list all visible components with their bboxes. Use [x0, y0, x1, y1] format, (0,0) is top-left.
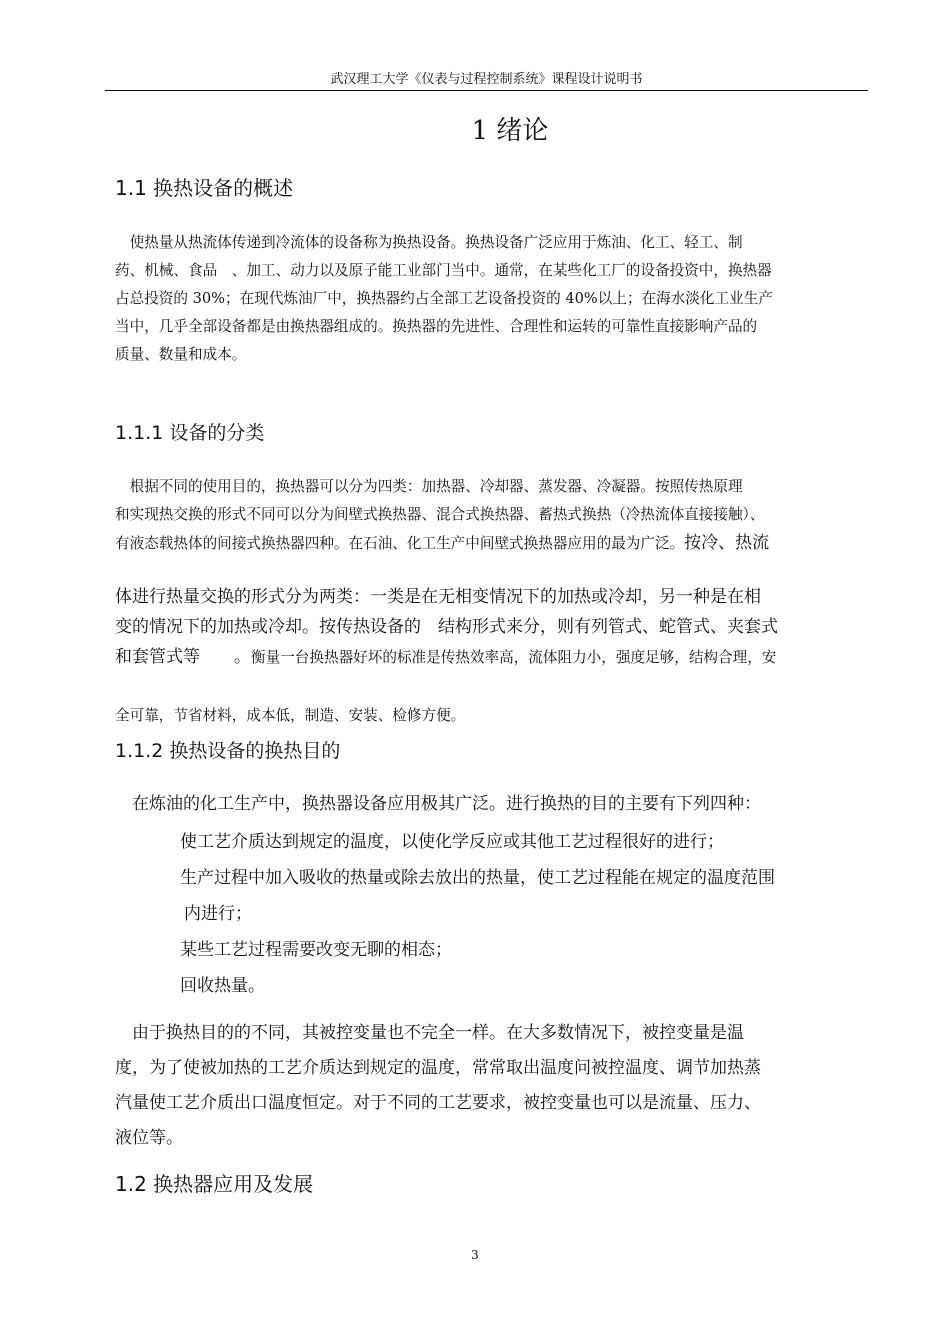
text-line: 液位等。 [115, 1128, 183, 1148]
text-line: 使热量从热流体传递到冷流体的设备称为换热设备。换热设备广泛应用于炼油、化工、轻工、制 [115, 234, 743, 251]
section-1-1-heading: 1.1 换热设备的概述 [115, 176, 294, 200]
section-1-1-1-heading: 1.1.1 设备的分类 [115, 422, 265, 444]
section-1-1-paragraph [115, 229, 861, 369]
text-line: 根据不同的使用目的，换热器可以分为四类：加热器、冷却器、蒸发器、冷凝器。按照传热原理 [115, 478, 743, 495]
section-1-1-2-heading: 1.1.2 换热设备的换热目的 [115, 740, 341, 762]
section-1-1-1-paragraph-b [115, 582, 861, 673]
text-line: 由于换热目的的不同，其被控变量也不完全一样。在大多数情况下，被控变量是温 [115, 1023, 744, 1043]
section-1-1-2-intro: 在炼油的化工生产中，换热器设备应用极其广泛。进行换热的目的主要有下列四种： [115, 794, 761, 814]
text-line: 汽量使工艺介质出口温度恒定。对于不同的工艺要求，被控变量也可以是流量、压力、 [115, 1093, 761, 1113]
text-line: 和套管式等 。衡量一台换热器好坏的标准是传热效率高，流体阻力小，强度足够，结构合理，安 [115, 647, 777, 667]
text-line: 和实现热交换的形式不同可以分为间壁式换热器、混合式换热器、蓄热式换热（冷热流体直接接触）、 [115, 506, 765, 523]
section-1-1-1-paragraph-a [115, 473, 861, 558]
list-item: 某些工艺过程需要改变无聊的相态； [180, 940, 452, 960]
section-1-2-heading: 1.2 换热器应用及发展 [115, 1172, 314, 1196]
running-header: 武汉理工大学《仪表与过程控制系统》课程设计说明书 [105, 74, 868, 91]
text-line: 体进行热量交换的形式分为两类：一类是在无相变情况下的加热或冷却，另一种是在相 [115, 587, 761, 607]
text-line: 占总投资的 30%；在现代炼油厂中，换热器约占全部工艺设备投资的 40%以上；在海水淡化工业生产 [115, 290, 773, 307]
section-1-1-1-paragraph-c [115, 702, 861, 730]
text-line: 度，为了使被加热的工艺介质达到规定的温度，常常取出温度问被控温度、调节加热蒸 [115, 1058, 761, 1078]
text-line: 药、机械、食品 、加工、动力以及原子能工业部门当中。通常，在某些化工厂的设备投资中，换热器 [115, 262, 772, 279]
text-line: 全可靠，节省材料，成本低，制造、安装、检修方便。 [115, 707, 466, 724]
text-line: 质量、数量和成本。 [115, 346, 247, 363]
text-line: 有液态载热体的间接式换热器四种。在石油、化工生产中间壁式换热器应用的最为广泛。按冷、热流 [115, 533, 770, 553]
list-item-continuation: 内进行； [184, 904, 252, 924]
text-line: 当中，几乎全部设备都是由换热器组成的。换热器的先进性、合理性和运转的可靠性直接影响产品的 [115, 318, 758, 335]
purpose-list [180, 824, 860, 1004]
chapter-title: 1 绪论 [471, 116, 549, 146]
list-item: 回收热量。 [180, 976, 265, 996]
text-line: 变的情况下的加热或冷却。按传热设备的 结构形式来分，则有列管式、蛇管式、夹套式 [115, 617, 778, 637]
page-number: 3 [471, 1248, 479, 1262]
section-1-1-2-closing [115, 1016, 861, 1156]
list-item: 使工艺介质达到规定的温度，以使化学反应或其他工艺过程很好的进行； [180, 832, 724, 852]
list-item: 生产过程中加入吸收的热量或除去放出的热量，使工艺过程能在规定的温度范围 [180, 868, 775, 888]
